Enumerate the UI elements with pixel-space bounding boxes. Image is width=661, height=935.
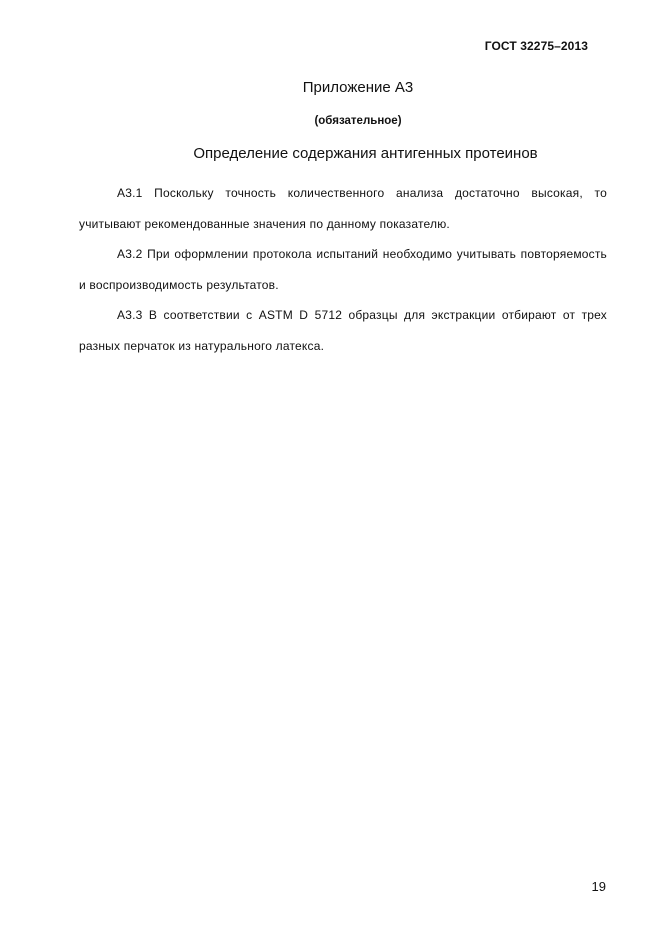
paragraph-a3-3: А3.3 В соответствии с ASTM D 5712 образцы для экстракции отбирают от трех разных перчаток из натурального латекса. bbox=[79, 308, 607, 353]
paragraph-a3-2: А3.2 При оформлении протокола испытаний необходимо учитывать повторяемость и воспроизводимость результатов. bbox=[79, 247, 607, 292]
page-number: 19 bbox=[591, 879, 606, 894]
paragraph-a3-1: А3.1 Поскольку точность количественного анализа достаточно высокая, то учитывают рекомендованные значения по данному показателю. bbox=[79, 186, 607, 231]
document-code: ГОСТ 32275–2013 bbox=[484, 39, 588, 53]
body-text bbox=[79, 178, 607, 361]
appendix-status: (обязательное) bbox=[314, 115, 402, 127]
appendix-title: Приложение А3 bbox=[302, 79, 414, 96]
section-heading: Определение содержания антигенных протеинов bbox=[193, 145, 538, 162]
